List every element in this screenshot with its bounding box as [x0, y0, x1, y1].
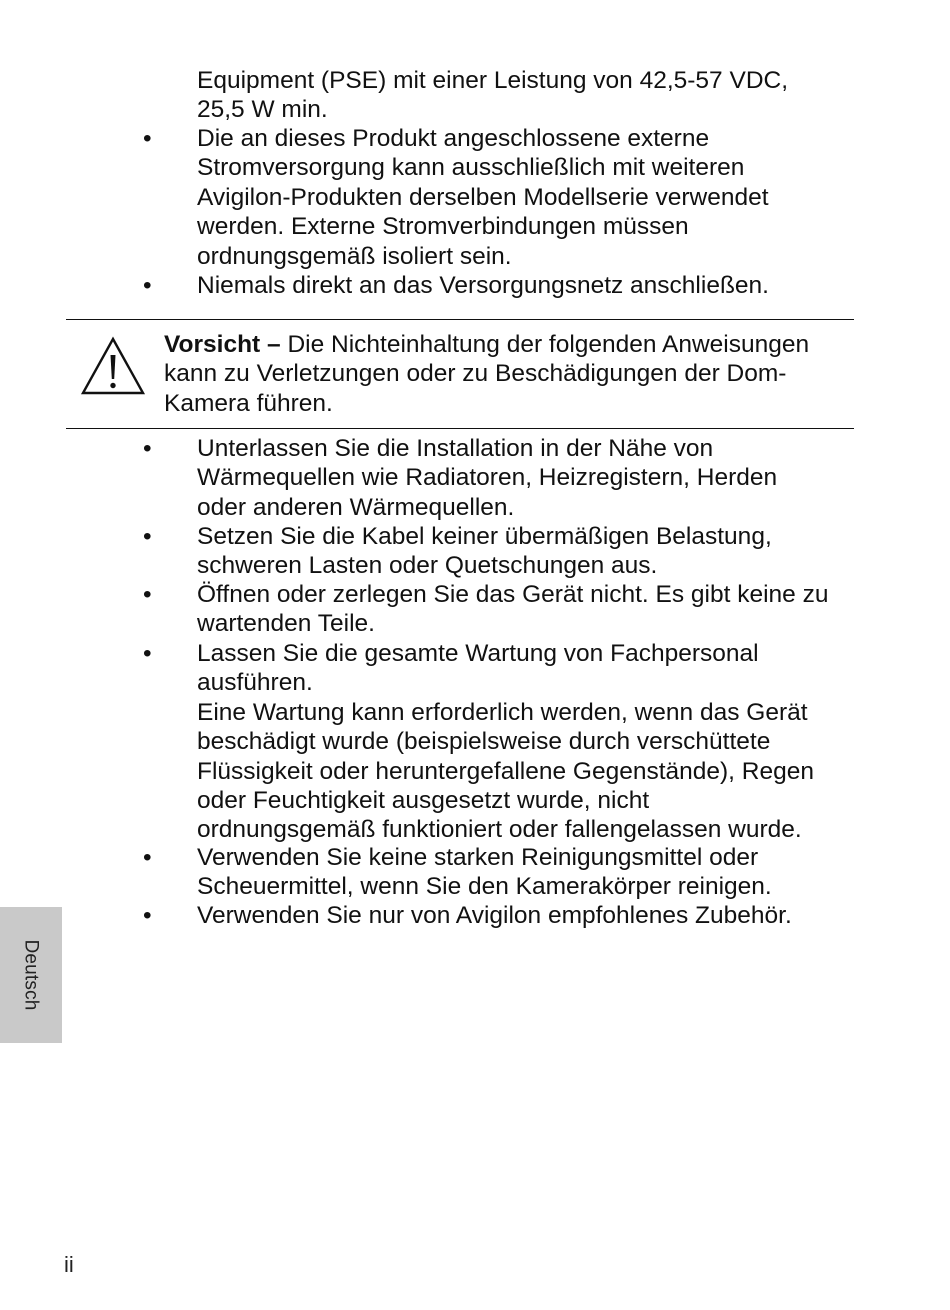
text-line: Lassen Sie die gesamte Wartung von Fachpersonal	[197, 640, 759, 667]
text-line: Verwenden Sie keine starken Reinigungsmittel oder	[197, 844, 759, 871]
language-tab-label: Deutsch	[20, 939, 42, 1011]
caution-bottom-divider	[66, 428, 854, 429]
bullet-icon: •	[143, 640, 152, 667]
text-line: oder anderen Wärmequellen.	[197, 493, 515, 521]
bullet-icon: •	[143, 902, 152, 929]
bullet-icon: •	[143, 523, 152, 550]
text-line: Flüssigkeit oder heruntergefallene Gegenstände), Regen	[197, 757, 814, 785]
text-line: ordnungsgemäß funktioniert oder fallengelassen wurde.	[197, 816, 802, 844]
caution-notice	[66, 320, 854, 428]
continued-paragraph	[197, 66, 877, 125]
text-line: Öffnen oder zerlegen Sie das Gerät nicht. Es gibt keine zu	[197, 581, 829, 608]
text-line: oder Feuchtigkeit ausgesetzt wurde, nicht	[197, 787, 650, 815]
text-line: Unterlassen Sie die Installation in der Nähe von	[197, 435, 714, 462]
text-line: kann zu Verletzungen oder zu Beschädigungen der Dom-	[164, 360, 787, 388]
text-line: beschädigt wurde (beispielsweise durch verschüttete	[197, 728, 771, 756]
warning-triangle-icon	[80, 336, 146, 396]
text-line: Die an dieses Produkt angeschlossene externe	[197, 125, 710, 152]
text-line: Stromversorgung kann ausschließlich mit weiteren	[197, 154, 745, 182]
text-line: Setzen Sie die Kabel keiner übermäßigen Belastung,	[197, 523, 772, 550]
text-line: ausführen.	[197, 669, 313, 697]
text-line: schweren Lasten oder Quetschungen aus.	[197, 552, 658, 580]
bullet-icon: •	[143, 581, 152, 608]
bullet-icon: •	[143, 125, 152, 152]
bullet-icon: •	[143, 435, 152, 462]
text-line: Verwenden Sie nur von Avigilon empfohlenes Zubehör.	[197, 902, 792, 929]
text-line: 25,5 W min.	[197, 96, 328, 124]
text-line: Kamera führen.	[164, 389, 333, 417]
language-tab	[0, 907, 62, 1043]
text-line: werden. Externe Stromverbindungen müssen	[197, 213, 689, 241]
text-line: Equipment (PSE) mit einer Leistung von 42,5-57 VDC,	[197, 67, 789, 94]
text-line: wartenden Teile.	[197, 610, 375, 638]
bullet-icon: •	[143, 272, 152, 299]
text-line: Eine Wartung kann erforderlich werden, wenn das Gerät	[197, 698, 808, 726]
text-line: Scheuermittel, wenn Sie den Kamerakörper reinigen.	[197, 873, 772, 901]
bullet-icon: •	[143, 844, 152, 871]
text-line: Niemals direkt an das Versorgungsnetz anschließen.	[197, 272, 769, 299]
page-number: ii	[64, 1252, 74, 1277]
text-line: Avigilon-Produkten derselben Modellserie verwendet	[197, 183, 769, 211]
text-line: Die Nichteinhaltung der folgenden Anweisungen	[280, 331, 810, 358]
text-line: ordnungsgemäß isoliert sein.	[197, 242, 512, 270]
caution-label: Vorsicht –	[164, 331, 281, 358]
text-line: Wärmequellen wie Radiatoren, Heizregistern, Herden	[197, 464, 778, 492]
